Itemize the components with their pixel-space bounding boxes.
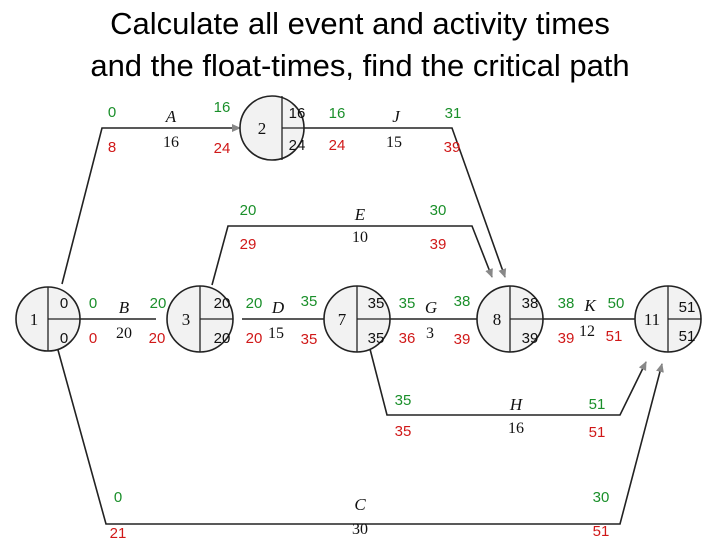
activity-B-es: 0 xyxy=(88,295,98,312)
activity-G-ef: 38 xyxy=(453,293,471,310)
activity-D-lf: 35 xyxy=(300,331,318,348)
node-1-id: 1 xyxy=(29,310,39,329)
node-7-latest: 35 xyxy=(367,330,385,347)
node-8 xyxy=(477,286,543,352)
activity-D-es: 20 xyxy=(245,295,263,312)
node-2 xyxy=(240,96,305,160)
activity-C-ef: 30 xyxy=(592,489,610,506)
activity-D-ls: 20 xyxy=(245,330,263,347)
node-1-latest: 0 xyxy=(59,330,69,347)
activity-J-duration: 15 xyxy=(386,134,402,151)
activity-H-duration: 16 xyxy=(508,420,524,437)
activity-J-label: J xyxy=(392,107,400,126)
activity-G-es: 35 xyxy=(398,295,416,312)
title-line-1: Calculate all event and activity times xyxy=(110,6,610,41)
activity-B-duration: 20 xyxy=(116,325,132,342)
node-11 xyxy=(635,286,701,352)
node-3-latest: 20 xyxy=(213,330,231,347)
activity-J-ef: 31 xyxy=(444,105,462,122)
activity-G-duration: 3 xyxy=(426,325,434,342)
activity-J-lf: 39 xyxy=(443,139,461,156)
activity-C-lf: 51 xyxy=(592,523,610,540)
activity-E-es: 20 xyxy=(239,202,257,219)
activity-B-lf: 20 xyxy=(148,330,166,347)
activity-K-label: K xyxy=(584,296,596,315)
node-1-earliest: 0 xyxy=(59,295,69,312)
node-11-id: 11 xyxy=(643,310,661,329)
activity-K-es: 38 xyxy=(557,295,575,312)
activity-K-ef: 50 xyxy=(607,295,625,312)
activity-C-es: 0 xyxy=(113,489,123,506)
node-3-earliest: 20 xyxy=(213,295,231,312)
activity-B-label: B xyxy=(118,298,130,317)
node-7-id: 7 xyxy=(337,310,347,329)
activity-H-label: H xyxy=(509,395,523,414)
activity-H-es: 35 xyxy=(394,392,412,409)
node-8-id: 8 xyxy=(492,310,502,329)
activity-A-ef: 16 xyxy=(213,99,231,116)
activity-A-ls: 8 xyxy=(107,139,117,156)
activity-J-ls: 24 xyxy=(328,137,346,154)
node-3-id: 3 xyxy=(181,310,191,329)
node-7-earliest: 35 xyxy=(367,295,385,312)
activity-E-lf: 39 xyxy=(429,236,447,253)
node-2-id: 2 xyxy=(257,119,267,138)
node-2-earliest: 16 xyxy=(288,105,306,122)
activity-E-ls: 29 xyxy=(239,236,257,253)
node-8-latest: 39 xyxy=(521,330,539,347)
node-11-latest: 51 xyxy=(678,328,696,345)
activity-G-label: G xyxy=(424,298,438,317)
activity-A-label: A xyxy=(165,107,177,126)
node-11-earliest: 51 xyxy=(678,299,696,316)
activity-E-ef: 30 xyxy=(429,202,447,219)
node-7 xyxy=(324,286,390,352)
title-line-2: and the float-times, find the critical path xyxy=(90,48,630,83)
node-8-earliest: 38 xyxy=(521,295,539,312)
activity-H-lf: 51 xyxy=(588,424,606,441)
activity-A-lf: 24 xyxy=(213,140,231,157)
activity-G-ls: 36 xyxy=(398,330,416,347)
activity-D-label: D xyxy=(271,298,285,317)
node-2-latest: 24 xyxy=(288,137,306,154)
activity-G-lf: 39 xyxy=(453,331,471,348)
activity-C-ls: 21 xyxy=(109,525,127,540)
activity-A-es: 0 xyxy=(107,104,117,121)
activity-B-ls: 0 xyxy=(88,330,98,347)
node-3 xyxy=(167,286,233,352)
node-1 xyxy=(16,287,80,351)
activity-E-label: E xyxy=(354,205,366,224)
activity-K-duration: 12 xyxy=(579,323,595,340)
activity-B-ef: 20 xyxy=(149,295,167,312)
activity-D-duration: 15 xyxy=(268,325,284,342)
activity-H-ef: 51 xyxy=(588,396,606,413)
activity-J-es: 16 xyxy=(328,105,346,122)
activity-C-duration: 30 xyxy=(352,521,368,538)
activity-E-duration: 10 xyxy=(352,229,368,246)
activity-K-lf: 51 xyxy=(605,328,623,345)
activity-A-duration: 16 xyxy=(163,134,179,151)
activity-C-label: C xyxy=(354,495,366,514)
activity-D-ef: 35 xyxy=(300,293,318,310)
activity-K-ls: 39 xyxy=(557,330,575,347)
activity-H-ls: 35 xyxy=(394,423,412,440)
